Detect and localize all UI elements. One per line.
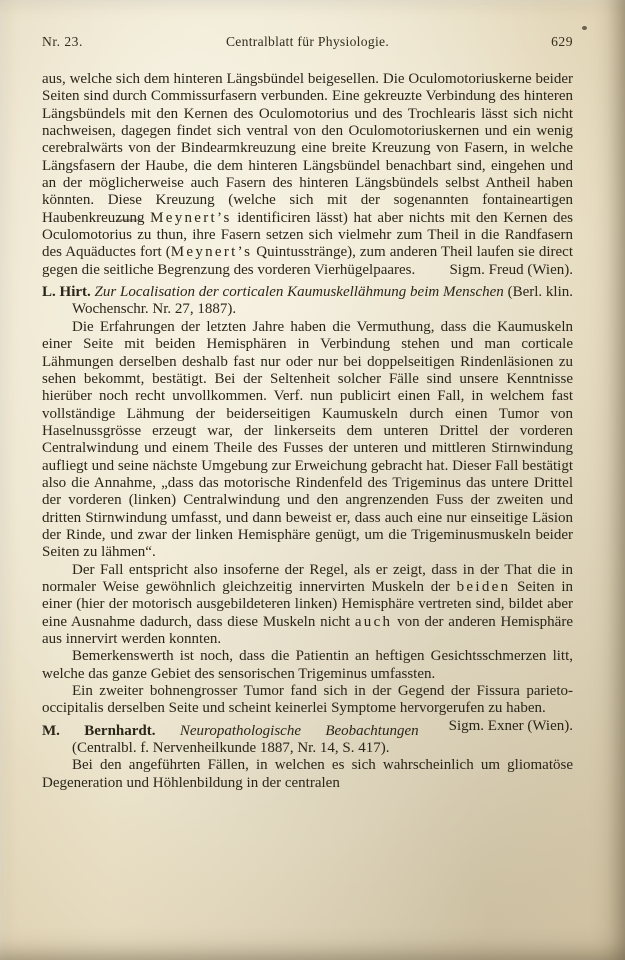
freud-review-paragraph <box>42 71 573 279</box>
auch-word-spaced: auch <box>354 613 393 630</box>
meynert-name-spaced-2: Meynert’s <box>170 244 253 261</box>
journal-title: Centralblatt für Physiologie. <box>225 34 390 49</box>
scan-speck <box>582 26 587 30</box>
hirt-article-title: Zur Localisation der corticalen Kaumuskellähmung beim Menschen <box>94 284 504 301</box>
bernhardt-article-title: Neuropathologische Beobachtungen <box>179 722 419 739</box>
hirt-paragraph-3: Bemerkenswerth ist noch, dass die Patientin an heftigen Gesichtsschmerzen litt, welche das ganze Gebiet des sensorischen Trigeminus umfassten. <box>42 648 573 682</box>
hirt-p2-text-2: Seiten in einer (hier der motorisch ausgebildeteren linken) Hemisphäre vertreten sind, bildet aber eine Ausnahme dadurch, dass diese Muskeln nicht <box>42 578 573 630</box>
bernhardt-reference: (Centralbl. f. Nervenheilkunde 1887, Nr. 14, S. 417). <box>72 740 390 757</box>
hirt-p4-text: Ein zweiter bohnengrosser Tumor fand sich in der Gegend der Fissura parieto-occipitalis derselben Seite und scheint keinerlei Symptome hervorgerufen zu haben. <box>42 683 573 717</box>
bernhardt-paragraph-1: Bei den angeführten Fällen, in welchen es sich wahrscheinlich um gliomatöse Degeneration und Höhlenbildung in der centralen <box>42 757 573 791</box>
hirt-paragraph-1: Die Erfahrungen der letzten Jahre haben die Vermuthung, dass die Kaumuskeln einer Seite mit beiden Hemisphären in Verbindung stehen und man corticale Lähmungen derselben deshalb fast nur oder nur bei doppelseitigen Rindenläsionen zu sehen bekommt, bestätigt. Bei der Seltenheit solcher Fälle sind unsere Kenntnisse hierüber noch recht unvollkommen. Verf. nun publicirt einen Fall, in welchem fast vollständige Lähmung der beiderseitigen Kaumuskeln durch einen Tumor von Haselnussgrösse erzeugt war, der linkerseits dem unteren Drittel der vorderen Centralwindung und einem Theile des Fusses der unteren und mittleren Stirnwindung aufliegt und seine nächste Umgebung zur Erweichung gebracht hat. Dieser Fall bestätigt also die Annahme, „dass das motorische Rindenfeld des Trigeminus das untere Drittel der vorderen (linken) Centralwindung und den angrenzenden Fuss der zweiten und dritten Stirnwindung umfasst, und dann beweist er, dass auch eine nur einseitige Läsion der Rinde, und zwar der linken Hemisphäre genügt, um die Trigeminusmuskeln beider Seiten zu lähmen“. <box>42 318 573 561</box>
freud-review-text-3: Quintusstränge), zum anderen Theil laufen sie direct gegen die seitliche Begrenzung des vorderen Vierhügelpaares. <box>42 244 574 278</box>
beiden-word-spaced: beiden <box>456 578 511 595</box>
freud-signature: Sigm. Freud (Wien). <box>449 261 573 278</box>
meynert-name-spaced-1: Meynert’s <box>150 209 232 226</box>
exner-signature: Sigm. Exner (Wien). <box>448 717 573 734</box>
page-header <box>42 34 573 50</box>
freud-review-text-1: aus, welche sich dem hinteren Längsbündel beigesellen. Die Oculomotoriuskerne beider Seiten sind durch Commissurfasern verbunden. Eine gekreuzte Verbindung des hinteren Längsbündels mit den Kernen des Oculomotorius und des Trochlearis lässt sich nicht nachweisen, dagegen findet sich ventral von den Oculomotoriuskernen und ein wenig cerebralwärts von der Bindearmkreuzung eine breite Kreuzung von Fasern, in welche Längsfasern der Haube, die dem hinteren Längsbündel benachbart sind, eingehen und an der möglicherweise auch Fasern des hinteren Längsbündels selbst Antheil haben könnten. Diese Kreuzung (welche sich mit der sogenannten fontaineartigen Haubenkreuzung <box>42 71 573 226</box>
freud-review-text-2: identificiren lässt) hat aber nichts mit den Kernen des Oculomotorius zu thun, ihre Fasern setzen sich vielmehr zum Theil in die Randfasern des Aquäductes fort ( <box>42 209 573 261</box>
hirt-p2-text-1: Der Fall entspricht also insoferne der Regel, als er zeigt, dass in der That die in normaler Weise gewöhnlich gleichzeitig innervirten Muskeln der <box>42 561 573 595</box>
hirt-paragraph-2 <box>42 562 573 649</box>
issue-number: Nr. 23. <box>42 34 83 49</box>
page-number: 629 <box>551 34 573 49</box>
hirt-p2-text-3: von der anderen Hemisphäre aus innervirt werden konnten. <box>42 613 573 647</box>
hirt-reference: (Berl. klin. Wochenschr. Nr. 27, 1887). <box>72 284 574 318</box>
page-body <box>42 71 573 792</box>
hirt-article-heading <box>42 284 573 319</box>
bernhardt-author: M. Bernhardt. <box>42 722 156 739</box>
hirt-author: L. Hirt. <box>42 284 91 301</box>
